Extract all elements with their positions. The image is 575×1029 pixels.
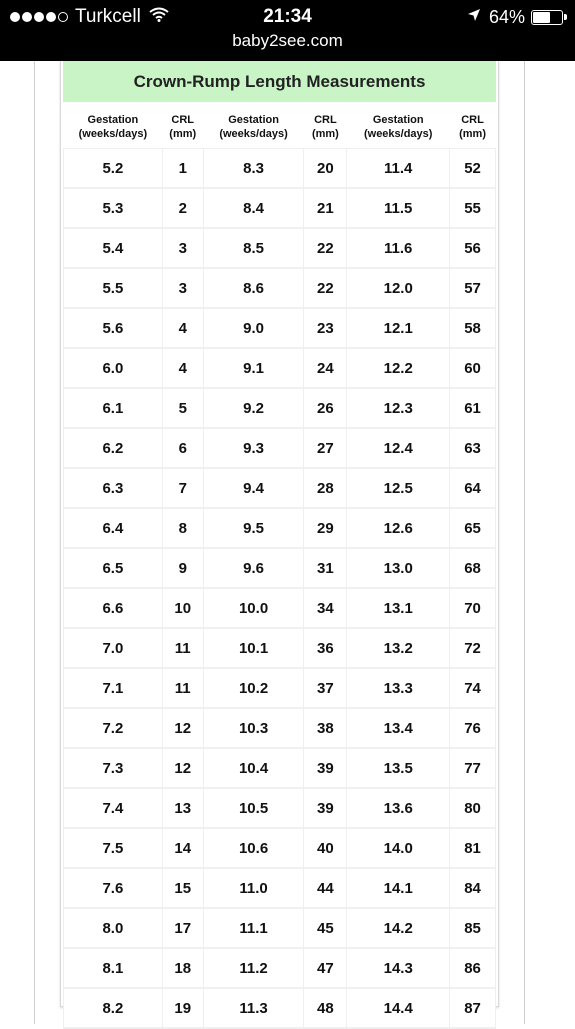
crl-cell: 36 — [304, 629, 346, 668]
crl-cell: 58 — [450, 309, 495, 348]
location-arrow-icon — [467, 8, 481, 27]
crl-cell: 55 — [450, 189, 495, 228]
gestation-cell: 13.0 — [347, 549, 449, 588]
crl-cell: 26 — [304, 389, 346, 428]
header-gestation — [64, 106, 162, 148]
crl-cell: 5 — [163, 389, 203, 428]
crl-cell: 13 — [163, 789, 203, 828]
battery-percent: 64% — [488, 6, 525, 27]
header-label: Gestation — [87, 114, 139, 126]
gestation-cell: 13.4 — [347, 709, 449, 748]
table-row — [64, 469, 495, 508]
gestation-cell: 7.4 — [64, 789, 162, 828]
table-row — [64, 549, 495, 588]
gestation-cell: 8.3 — [204, 149, 304, 188]
crl-cell: 27 — [304, 429, 346, 468]
table-row — [64, 869, 495, 908]
gestation-cell: 11.3 — [204, 989, 304, 1028]
crl-cell: 72 — [450, 629, 495, 668]
crl-cell: 68 — [450, 549, 495, 588]
url-bar[interactable]: baby2see.com — [232, 31, 343, 50]
table-row — [64, 709, 495, 748]
table-row — [64, 949, 495, 988]
table-header-row — [64, 106, 495, 148]
crl-cell: 39 — [304, 789, 346, 828]
gestation-cell: 14.2 — [347, 909, 449, 948]
crl-cell: 86 — [450, 949, 495, 988]
crl-cell: 10 — [163, 589, 203, 628]
gestation-cell: 7.0 — [64, 629, 162, 668]
header-label: CRL — [461, 114, 484, 126]
table-row — [64, 789, 495, 828]
header-unit: (weeks/days) — [78, 128, 148, 140]
gestation-cell: 5.5 — [64, 269, 162, 308]
crl-cell: 70 — [450, 589, 495, 628]
gestation-cell: 12.4 — [347, 429, 449, 468]
crl-cell: 9 — [163, 549, 203, 588]
table-row — [64, 629, 495, 668]
crl-cell: 20 — [304, 149, 346, 188]
crl-cell: 31 — [304, 549, 346, 588]
gestation-cell: 8.5 — [204, 229, 304, 268]
crl-cell: 63 — [450, 429, 495, 468]
gestation-cell: 9.2 — [204, 389, 304, 428]
header-unit: (weeks/days) — [363, 128, 433, 140]
crl-cell: 11 — [163, 629, 203, 668]
gestation-cell: 10.2 — [204, 669, 304, 708]
crl-cell: 81 — [450, 829, 495, 868]
gestation-cell: 9.3 — [204, 429, 304, 468]
gestation-cell: 5.4 — [64, 229, 162, 268]
header-label: CRL — [314, 114, 337, 126]
carrier-name: Turkcell — [75, 6, 141, 27]
crl-cell: 80 — [450, 789, 495, 828]
table-title: Crown-Rump Length Measurements — [63, 61, 496, 102]
crl-cell: 3 — [163, 229, 203, 268]
header-gestation — [204, 106, 304, 148]
gestation-cell: 6.3 — [64, 469, 162, 508]
crl-cell: 3 — [163, 269, 203, 308]
battery-icon — [531, 10, 563, 25]
table-row — [64, 829, 495, 868]
crl-cell: 22 — [304, 229, 346, 268]
crl-cell: 7 — [163, 469, 203, 508]
table-row — [64, 589, 495, 628]
table-row — [64, 389, 495, 428]
gestation-cell: 13.6 — [347, 789, 449, 828]
header-unit: (mm) — [169, 128, 197, 140]
crl-cell: 14 — [163, 829, 203, 868]
gestation-cell: 6.2 — [64, 429, 162, 468]
header-label: Gestation — [372, 114, 424, 126]
crl-cell: 74 — [450, 669, 495, 708]
gestation-cell: 14.4 — [347, 989, 449, 1028]
crl-cell: 61 — [450, 389, 495, 428]
gestation-cell: 12.3 — [347, 389, 449, 428]
gestation-cell: 6.1 — [64, 389, 162, 428]
table-row — [64, 669, 495, 708]
table-row — [64, 149, 495, 188]
gestation-cell: 13.1 — [347, 589, 449, 628]
status-right — [467, 5, 563, 29]
table-row — [64, 749, 495, 788]
gestation-cell: 12.2 — [347, 349, 449, 388]
gestation-cell: 8.4 — [204, 189, 304, 228]
gestation-cell: 10.1 — [204, 629, 304, 668]
gestation-cell: 8.6 — [204, 269, 304, 308]
table-row — [64, 909, 495, 948]
crl-cell: 2 — [163, 189, 203, 228]
crl-cell: 23 — [304, 309, 346, 348]
gestation-cell: 9.5 — [204, 509, 304, 548]
crl-cell: 1 — [163, 149, 203, 188]
table-row — [64, 989, 495, 1028]
gestation-cell: 11.4 — [347, 149, 449, 188]
header-unit: (mm) — [311, 128, 339, 140]
header-crl — [450, 106, 495, 148]
gestation-cell: 12.6 — [347, 509, 449, 548]
header-crl — [163, 106, 203, 148]
crl-table-panel — [60, 61, 499, 1017]
gestation-cell: 6.5 — [64, 549, 162, 588]
crl-cell: 12 — [163, 709, 203, 748]
crl-cell: 29 — [304, 509, 346, 548]
crl-cell: 47 — [304, 949, 346, 988]
gestation-cell: 9.0 — [204, 309, 304, 348]
gestation-cell: 6.4 — [64, 509, 162, 548]
status-bar — [0, 0, 575, 61]
crl-cell: 57 — [450, 269, 495, 308]
gestation-cell: 5.2 — [64, 149, 162, 188]
header-unit: (mm) — [459, 128, 486, 140]
crl-cell: 60 — [450, 349, 495, 388]
crl-cell: 64 — [450, 469, 495, 508]
table-row — [64, 429, 495, 468]
crl-cell: 8 — [163, 509, 203, 548]
crl-cell: 76 — [450, 709, 495, 748]
crl-cell: 65 — [450, 509, 495, 548]
gestation-cell: 12.0 — [347, 269, 449, 308]
gestation-cell: 13.5 — [347, 749, 449, 788]
gestation-cell: 9.6 — [204, 549, 304, 588]
crl-cell: 17 — [163, 909, 203, 948]
gestation-cell: 5.6 — [64, 309, 162, 348]
gestation-cell: 13.2 — [347, 629, 449, 668]
gestation-cell: 11.1 — [204, 909, 304, 948]
crl-table — [63, 105, 496, 1029]
crl-cell: 12 — [163, 749, 203, 788]
crl-cell: 48 — [304, 989, 346, 1028]
crl-cell: 18 — [163, 949, 203, 988]
crl-cell: 28 — [304, 469, 346, 508]
crl-cell: 85 — [450, 909, 495, 948]
crl-cell: 44 — [304, 869, 346, 908]
crl-cell: 6 — [163, 429, 203, 468]
gestation-cell: 12.1 — [347, 309, 449, 348]
gestation-cell: 8.1 — [64, 949, 162, 988]
gestation-cell: 6.0 — [64, 349, 162, 388]
gestation-cell: 14.0 — [347, 829, 449, 868]
gestation-cell: 10.0 — [204, 589, 304, 628]
gestation-cell: 13.3 — [347, 669, 449, 708]
gestation-cell: 8.2 — [64, 989, 162, 1028]
crl-cell: 77 — [450, 749, 495, 788]
gestation-cell: 7.6 — [64, 869, 162, 908]
crl-cell: 45 — [304, 909, 346, 948]
crl-cell: 22 — [304, 269, 346, 308]
gestation-cell: 6.6 — [64, 589, 162, 628]
table-row — [64, 229, 495, 268]
crl-cell: 11 — [163, 669, 203, 708]
crl-cell: 4 — [163, 349, 203, 388]
crl-cell: 4 — [163, 309, 203, 348]
crl-cell: 38 — [304, 709, 346, 748]
crl-cell: 40 — [304, 829, 346, 868]
table-row — [64, 309, 495, 348]
crl-cell: 39 — [304, 749, 346, 788]
gestation-cell: 12.5 — [347, 469, 449, 508]
gestation-cell: 7.1 — [64, 669, 162, 708]
gestation-cell: 14.1 — [347, 869, 449, 908]
header-gestation — [347, 106, 449, 148]
header-crl — [304, 106, 346, 148]
gestation-cell: 11.6 — [347, 229, 449, 268]
crl-cell: 19 — [163, 989, 203, 1028]
page-border-left — [34, 61, 35, 1024]
header-label: CRL — [171, 114, 195, 126]
crl-cell: 56 — [450, 229, 495, 268]
gestation-cell: 10.6 — [204, 829, 304, 868]
gestation-cell: 5.3 — [64, 189, 162, 228]
gestation-cell: 10.3 — [204, 709, 304, 748]
web-content[interactable] — [0, 61, 575, 1024]
gestation-cell: 10.5 — [204, 789, 304, 828]
gestation-cell: 11.0 — [204, 869, 304, 908]
gestation-cell: 7.2 — [64, 709, 162, 748]
crl-cell: 21 — [304, 189, 346, 228]
clock: 21:34 — [263, 6, 312, 27]
crl-cell: 15 — [163, 869, 203, 908]
table-row — [64, 349, 495, 388]
gestation-cell: 7.5 — [64, 829, 162, 868]
gestation-cell: 10.4 — [204, 749, 304, 788]
crl-cell: 34 — [304, 589, 346, 628]
header-label: Gestation — [228, 114, 279, 126]
table-row — [64, 269, 495, 308]
crl-cell: 24 — [304, 349, 346, 388]
page-border-right — [524, 61, 525, 1024]
crl-cell: 87 — [450, 989, 495, 1028]
gestation-cell: 11.2 — [204, 949, 304, 988]
header-unit: (weeks/days) — [219, 128, 288, 140]
table-row — [64, 189, 495, 228]
gestation-cell: 9.1 — [204, 349, 304, 388]
gestation-cell: 7.3 — [64, 749, 162, 788]
crl-cell: 84 — [450, 869, 495, 908]
gestation-cell: 11.5 — [347, 189, 449, 228]
table-row — [64, 509, 495, 548]
gestation-cell: 14.3 — [347, 949, 449, 988]
gestation-cell: 9.4 — [204, 469, 304, 508]
crl-cell: 52 — [450, 149, 495, 188]
crl-cell: 37 — [304, 669, 346, 708]
gestation-cell: 8.0 — [64, 909, 162, 948]
